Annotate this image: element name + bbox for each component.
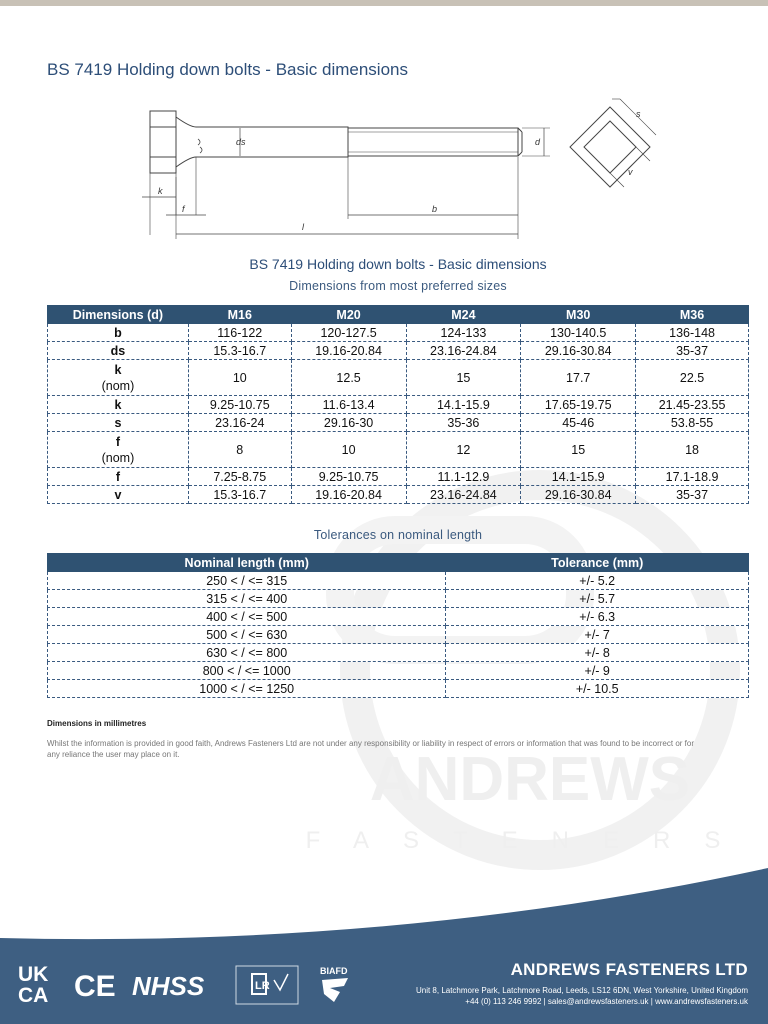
dims-header: M30: [521, 306, 636, 324]
table-cell: 29.16-30.84: [521, 486, 636, 504]
table-row: [48, 608, 749, 626]
table-cell: 8: [188, 432, 291, 468]
row-label: [48, 432, 189, 468]
table-cell: 17.7: [521, 360, 636, 396]
row-label: [48, 396, 189, 414]
row-label: [48, 324, 189, 342]
table-cell: 15.3-16.7: [188, 486, 291, 504]
dims-header: M16: [188, 306, 291, 324]
top-accent-bar: [0, 0, 768, 6]
table-cell: 21.45-23.55: [636, 396, 749, 414]
table-row: [48, 486, 749, 504]
row-label: [48, 360, 189, 396]
dims-table-caption: Dimensions from most preferred sizes: [289, 279, 507, 293]
table-cell: 9.25-10.75: [291, 468, 406, 486]
ce-mark: CE: [74, 970, 116, 1003]
table-cell: 15: [406, 360, 521, 396]
table-row: [48, 432, 749, 468]
table-cell: 19.16-20.84: [291, 342, 406, 360]
row-label-suffix: (nom): [101, 378, 135, 393]
table-cell: 18: [636, 432, 749, 468]
table-row: [48, 414, 749, 432]
table-cell: 800 < / <= 1000: [48, 662, 446, 680]
table-cell: 315 < / <= 400: [48, 590, 446, 608]
label-v: v: [628, 167, 633, 177]
certification-logos: [18, 962, 368, 1006]
contact-line: +44 (0) 113 246 9992 | sales@andrewsfasteners.uk | www.andrewsfasteners.uk: [465, 997, 748, 1006]
bolt-head: [150, 111, 176, 173]
table-cell: 23.16-24: [188, 414, 291, 432]
table-cell: 116-122: [188, 324, 291, 342]
table-row: [48, 626, 749, 644]
tol-header: Nominal length (mm): [48, 554, 446, 572]
table-cell: 29.16-30: [291, 414, 406, 432]
table-cell: 130-140.5: [521, 324, 636, 342]
table-cell: 15.3-16.7: [188, 342, 291, 360]
table-row: [48, 572, 749, 590]
table-cell: 35-37: [636, 342, 749, 360]
row-label-text: f: [115, 434, 120, 449]
row-label: [48, 414, 189, 432]
table-cell: 10: [188, 360, 291, 396]
row-label: [48, 342, 189, 360]
table-row: [48, 396, 749, 414]
table-cell: +/- 8: [446, 644, 749, 662]
page-title: BS 7419 Holding down bolts - Basic dimensions: [47, 60, 408, 79]
table-cell: +/- 5.7: [446, 590, 749, 608]
table-cell: 19.16-20.84: [291, 486, 406, 504]
table-row: [48, 662, 749, 680]
check-icon: [274, 974, 288, 990]
table-cell: 7.25-8.75: [188, 468, 291, 486]
table-cell: 35-36: [406, 414, 521, 432]
row-label-text: v: [114, 487, 122, 502]
company-name: ANDREWS FASTENERS LTD: [510, 960, 748, 979]
row-label-text: b: [114, 325, 122, 340]
table-cell: 136-148: [636, 324, 749, 342]
biafd-emblem-icon: [322, 978, 348, 1002]
table-cell: 1000 < / <= 1250: [48, 680, 446, 698]
table-cell: 11.1-12.9: [406, 468, 521, 486]
table-cell: 17.1-18.9: [636, 468, 749, 486]
lr-logo-text: LR: [255, 980, 270, 992]
label-f: f: [182, 204, 185, 214]
table-cell: 400 < / <= 500: [48, 608, 446, 626]
dims-header: M36: [636, 306, 749, 324]
label-l: l: [302, 222, 304, 232]
table-cell: 12.5: [291, 360, 406, 396]
table-cell: 14.1-15.9: [406, 396, 521, 414]
tol-header: Tolerance (mm): [446, 554, 749, 572]
table-cell: +/- 10.5: [446, 680, 749, 698]
table-cell: 9.25-10.75: [188, 396, 291, 414]
table-cell: +/- 9: [446, 662, 749, 680]
table-cell: 23.16-24.84: [406, 486, 521, 504]
label-b: b: [432, 204, 438, 214]
dims-table-title: BS 7419 Holding down bolts - Basic dimensions: [249, 256, 547, 272]
dimensions-table: [47, 305, 749, 504]
table-cell: 35-37: [636, 486, 749, 504]
company-address: [416, 985, 748, 1007]
watermark-word: ANDREWS: [369, 745, 691, 814]
table-cell: 17.65-19.75: [521, 396, 636, 414]
table-cell: 12: [406, 432, 521, 468]
table-cell: 45-46: [521, 414, 636, 432]
table-row: [48, 680, 749, 698]
table-cell: +/- 7: [446, 626, 749, 644]
table-cell: 10: [291, 432, 406, 468]
row-label-suffix: (nom): [101, 450, 135, 465]
dims-header: M24: [406, 306, 521, 324]
tolerance-table: [47, 553, 749, 698]
row-label-text: f: [115, 469, 120, 484]
table-cell: 53.8-55: [636, 414, 749, 432]
tolerance-caption: Tolerances on nominal length: [313, 528, 483, 542]
units-note: Dimensions in millimetres: [47, 719, 147, 728]
table-cell: 29.16-30.84: [521, 342, 636, 360]
table-cell: 15: [521, 432, 636, 468]
watermark-sub: FASTENERS: [305, 827, 755, 854]
table-row: [48, 644, 749, 662]
table-cell: +/- 5.2: [446, 572, 749, 590]
label-k: k: [158, 186, 163, 196]
dims-header: Dimensions (d): [48, 306, 189, 324]
table-row: [48, 468, 749, 486]
row-label-text: k: [114, 397, 122, 412]
ukca-mark-bottom: CA: [18, 984, 49, 1006]
square-head-inner: [584, 121, 636, 173]
table-cell: 120-127.5: [291, 324, 406, 342]
table-cell: 250 < / <= 315: [48, 572, 446, 590]
label-ds: ds: [236, 137, 246, 147]
table-cell: 500 < / <= 630: [48, 626, 446, 644]
table-row: [48, 342, 749, 360]
table-cell: 630 < / <= 800: [48, 644, 446, 662]
bolt-shank: [176, 117, 348, 167]
table-row: [48, 590, 749, 608]
table-cell: 23.16-24.84: [406, 342, 521, 360]
table-row: [48, 324, 749, 342]
row-label-text: k: [114, 362, 122, 377]
table-row: [48, 360, 749, 396]
biafd-logo: BIAFD: [320, 966, 348, 976]
ukca-mark-top: UK: [18, 963, 49, 986]
table-cell: 22.5: [636, 360, 749, 396]
row-label: [48, 468, 189, 486]
address-line: Unit 8, Latchmore Park, Latchmore Road, Leeds, LS12 6DN, West Yorkshire, United Kingdom: [415, 986, 748, 995]
label-d: d: [535, 137, 541, 147]
square-head-outer: [570, 107, 650, 187]
disclaimer: Whilst the information is provided in good faith, Andrews Fasteners Ltd are not under any responsibility or liability in respect of errors or information that was found to be incorrect or for any reliance the user may place on it.: [47, 739, 694, 759]
table-cell: 124-133: [406, 324, 521, 342]
table-cell: 14.1-15.9: [521, 468, 636, 486]
nhss-logo: NHSS: [132, 971, 205, 1001]
row-label-text: ds: [110, 343, 126, 358]
table-cell: 11.6-13.4: [291, 396, 406, 414]
dims-header: M20: [291, 306, 406, 324]
table-cell: +/- 6.3: [446, 608, 749, 626]
row-label-text: s: [114, 415, 122, 430]
bolt-diagram: [120, 95, 660, 245]
row-label: [48, 486, 189, 504]
label-s: s: [636, 109, 641, 119]
